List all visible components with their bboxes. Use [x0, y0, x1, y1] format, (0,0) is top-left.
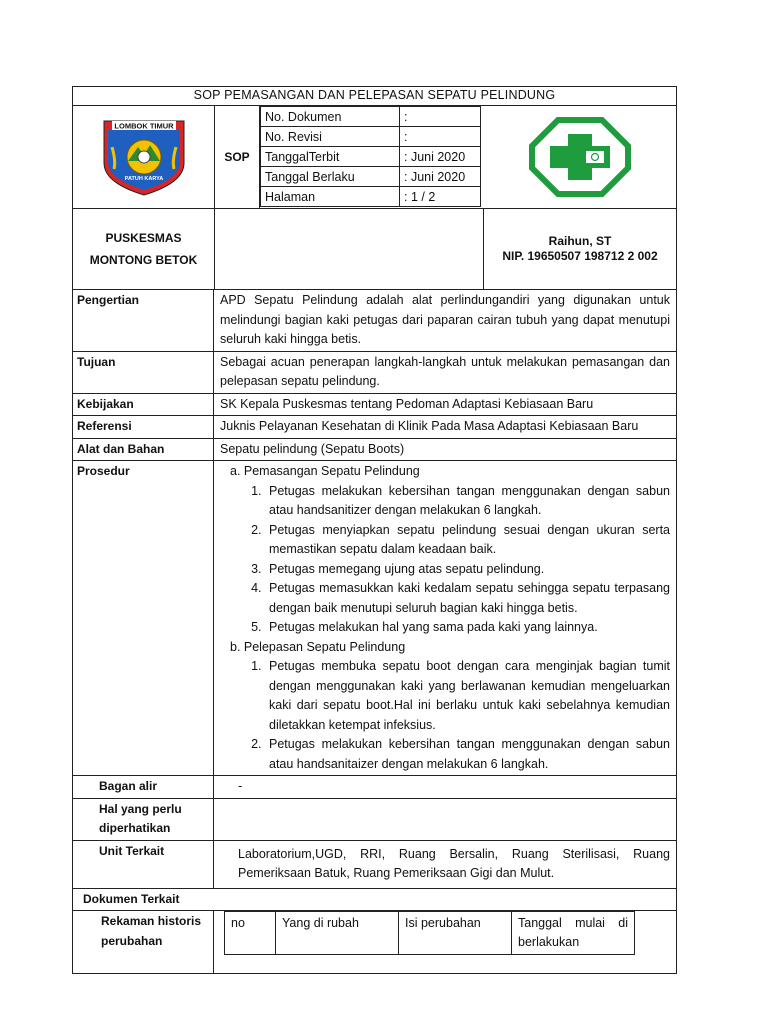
logo-cell: [73, 106, 215, 208]
label-rekaman-historis: Rekaman historis perubahan: [73, 911, 214, 973]
content-hal-perlu: [214, 799, 676, 840]
meta-row-tanggal-berlaku: Tanggal Berlaku : Juni 2020: [261, 167, 481, 187]
meta-row-halaman: Halaman : 1 / 2: [261, 187, 481, 207]
label-referensi: Referensi: [73, 416, 214, 438]
row-prosedur: [73, 461, 676, 776]
history-header-isi-perubahan: Isi perubahan: [399, 912, 512, 955]
row-hal-perlu: [73, 799, 676, 841]
row-alat-bahan: [73, 439, 676, 462]
row-rekaman-historis: [73, 911, 676, 973]
list-item: 1. Petugas membuka sepatu boot dengan cara menginjak bagian tumit dengan menggunakan kaki yang berlawanan kemudian mengeluarkan kaki dari sepatu boot.Hal ini berlaku untuk kaki sebelahnya kemudian diletakkan ketempat infeksius.: [265, 657, 670, 735]
list-item: 2. Petugas menyiapkan sepatu pelindung sesuai dengan ukuran serta memastikan sepatu dalam keadaan baik.: [265, 521, 670, 560]
blank-cell: [215, 209, 484, 289]
content-unit-terkait: Laboratorium,UGD, RRI, Ruang Bersalin, Ruang Sterilisasi, Ruang Pemeriksaan Batuk, Ruang Pemeriksaan Gigi dan Mulut.: [238, 846, 670, 880]
row-kebijakan: [73, 394, 676, 417]
label-alat-bahan: Alat dan Bahan: [73, 439, 214, 461]
history-table: [224, 911, 635, 955]
list-item: 5. Petugas melakukan hal yang sama pada kaki yang lainnya.: [265, 618, 670, 638]
org-row: [73, 209, 676, 290]
sop-label: SOP: [215, 106, 260, 208]
organization-line2: MONTONG BETOK: [89, 253, 198, 267]
lombok-timur-emblem-icon: [98, 117, 190, 197]
label-unit-terkait: Unit Terkait: [73, 841, 214, 888]
label-bagan-alir: Bagan alir: [73, 776, 214, 798]
list-item: 3. Petugas memegang ujung atas sepatu pelindung.: [265, 560, 670, 580]
prosedur-b-steps: [220, 657, 670, 774]
label-hal-perlu: Hal yang perlu diperhatikan: [73, 799, 214, 840]
prosedur-a-steps: [220, 482, 670, 638]
signer-nip: NIP. 19650507 198712 2 002: [502, 249, 658, 263]
label-kebijakan: Kebijakan: [73, 394, 214, 416]
prosedur-a-title: a. Pemasangan Sepatu Pelindung: [230, 464, 420, 478]
content-rekaman-historis: [214, 911, 676, 973]
table-row: [225, 912, 635, 955]
content-referensi: Juknis Pelayanan Kesehatan di Klinik Pada Masa Adaptasi Kebiasaan Baru: [220, 419, 639, 433]
label-pengertian: Pengertian: [73, 290, 214, 351]
row-unit-terkait: [73, 841, 676, 889]
content-pengertian: APD Sepatu Pelindung adalah alat perlindungandiri yang digunakan untuk melindungi bagian kaki petugas dari paparan cairan tubuh yang dapat menutupi seluruh kaki hingga betis.: [220, 293, 670, 346]
meta-row-no-dokumen: No. Dokumen :: [261, 107, 481, 127]
row-dokumen-terkait: [73, 889, 676, 912]
content-tujuan: Sebagai acuan penerapan langkah-langkah untuk melakukan pemasangan dan pelepasan sepatu pelindung.: [220, 354, 670, 388]
list-item: 4. Petugas memasukkan kaki kedalam sepatu sehingga sepatu terpasang dengan baik menutupi seluruh bagian kaki hingga betis.: [265, 579, 670, 618]
content-alat-bahan: Sepatu pelindung (Sepatu Boots): [220, 441, 405, 456]
emblem-bottom-text: PATUH KARYA: [124, 176, 163, 182]
meta-row-tanggal-terbit: TanggalTerbit : Juni 2020: [261, 147, 481, 167]
history-header-tanggal: Tanggal mulai di berlakukan: [512, 912, 635, 955]
history-header-no: no: [225, 912, 276, 955]
document-meta: [260, 106, 484, 208]
prosedur-b-title: b. Pelepasan Sepatu Pelindung: [230, 639, 406, 654]
label-prosedur: Prosedur: [73, 461, 214, 775]
organization-line1: PUSKESMAS: [105, 231, 182, 245]
list-item: 1. Petugas melakukan kebersihan tangan menggunakan dengan sabun atau handsanitizer dengan melakukan 6 langkah.: [265, 482, 670, 521]
signer-block: [484, 209, 676, 289]
history-header-yang-dirubah: Yang di rubah: [276, 912, 399, 955]
row-pengertian: [73, 290, 676, 352]
row-referensi: [73, 416, 676, 439]
sop-document: [72, 86, 677, 974]
label-tujuan: Tujuan: [73, 352, 214, 393]
document-header: [73, 106, 676, 209]
list-item: 2. Petugas melakukan kebersihan tangan menggunakan dengan sabun atau handsanitaizer dengan melakukan 6 langkah.: [265, 735, 670, 774]
content-bagan-alir: -: [238, 779, 243, 793]
signer-name: Raihun, ST: [548, 234, 612, 248]
organization-name: [73, 209, 215, 289]
emblem-top-text: LOMBOK TIMUR: [113, 121, 174, 131]
row-tujuan: [73, 352, 676, 394]
label-dokumen-terkait: Dokumen Terkait: [83, 891, 180, 906]
row-bagan-alir: [73, 776, 676, 799]
meta-row-no-revisi: No. Revisi :: [261, 127, 481, 147]
content-kebijakan: SK Kepala Puskesmas tentang Pedoman Adaptasi Kebiasaan Baru: [220, 396, 594, 411]
puskesmas-logo-icon: [528, 116, 632, 198]
content-prosedur: [214, 461, 676, 775]
logo2-cell: [484, 106, 676, 208]
document-title: SOP PEMASANGAN DAN PELEPASAN SEPATU PELINDUNG: [73, 87, 676, 106]
